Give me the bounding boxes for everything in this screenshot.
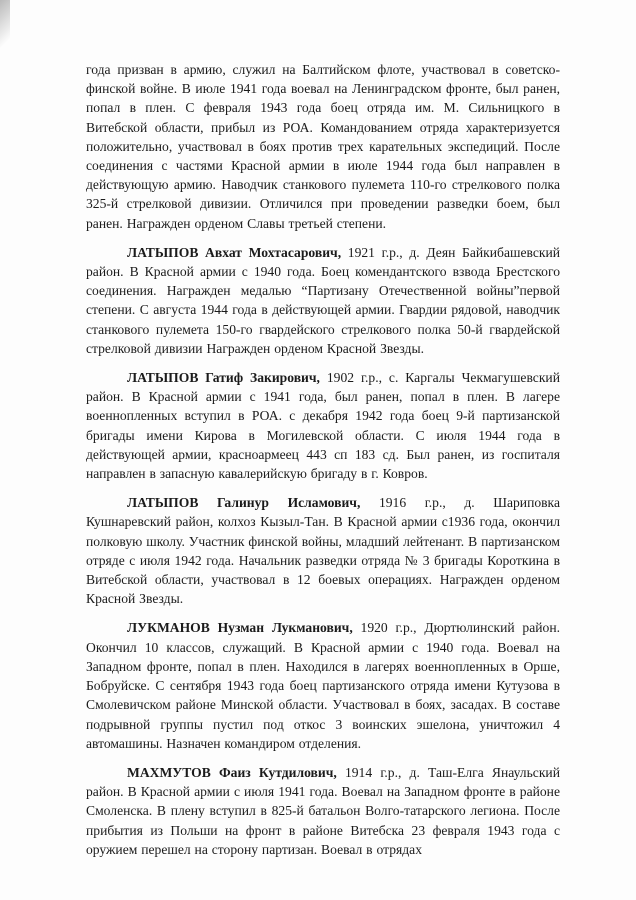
entry-makhmutov-faiz xyxy=(86,763,560,859)
entry-body: года призван в армию, служил на Балтийском флоте, участвовал в советско-финской войне. В июле 1941 года воевал на Ленинградском фронте, был ранен, попал в плен. С февраля 1943 года боец отряда им. М. Сильницкого в Витебской области, прибыл из РОА. Командованием отряда характеризуется положительно, участвовал в боях против трех карательных экспедиций. После соединения с частями Красной армии в июле 1944 года был направлен в действующую армию. Наводчик станкового пулемета 110-го стрелкового полка 325-й стрелковой дивизии. Отличился при проведении разведки боем, был ранен. Награжден орденом Славы третьей степени. xyxy=(86,62,560,231)
entry-name: ЛАТЫПОВ Авхат Мохтасарович, xyxy=(127,244,342,260)
scan-artifact xyxy=(0,0,10,60)
entry-body: 1920 г.р., Дюртюлинский район. Окончил 10 классов, служащий. В Красной армии с 1940 года. Воевал на Западном фронте, попал в плен. Находился в лагерях военнопленных в Орше, Бобруйске. С сентября 1943 года боец партизанского отряда имени Кутузова в Смолевичском районе Минской области. Участвовал в боях, засадах. В составе подрывной группы пустил под откос 3 воинских эшелона, уничтожил 4 автомашины. Назначен командиром отделения. xyxy=(86,620,561,751)
entry-body: 1914 г.р., д. Таш-Елга Янаульский район. В Красной армии с июля 1941 года. Воевал на Западном фронте в районе Смоленска. В плену вступил в 825-й батальон Волго-татарского легиона. После прибытия из Польши на фронт в районе Витебска 23 февраля 1943 года с оружием перешел на сторону партизан. Воевал в отрядах xyxy=(86,764,560,857)
entry-name: ЛАТЫПОВ Галинур Исламович, xyxy=(127,495,361,511)
entry-body: 1902 г.р., с. Каргалы Чекмагушевский район. В Красной армии с 1941 года, был ранен, попал в плен. В лагере военнопленных вступил в РОА. с декабря 1942 года боец 9-й партизанской бригады имени Кирова в Могилевской области. С июля 1944 года в действующей армии, красноармеец 443 сп 183 сд. Был ранен, из госпиталя направлен в запасную кавалерийскую бригаду в г. Ковров. xyxy=(86,370,560,482)
paragraph-continuation xyxy=(86,60,560,233)
entry-body: 1921 г.р., д. Деян Байкибашевский район. В Красной армии с 1940 года. Боец комендантского взвода Брестского соединения. Награжден медалью “Партизану Отечественной войны”первой степени. С августа 1944 года в действующей армии. Гвардии рядовой, наводчик станкового пулемета 150-го гвардейского стрелкового полка 50-й гвардейской стрелковой дивизии Награжден орденом Красной Звезды. xyxy=(86,244,561,356)
entry-latypov-gatif xyxy=(86,368,560,483)
entry-latypov-galinur xyxy=(86,493,560,608)
entry-lukmanov-nuzman xyxy=(86,618,560,752)
entry-name: ЛУКМАНОВ Нузман Лукманович, xyxy=(127,620,353,636)
entry-body: 1916 г.р., д. Шариповка Кушнаревский район, колхоз Кызыл-Тан. В Красной армии с1936 года, окончил полковую школу. Участник финской войны, младший лейтенант. В партизанском отряде с июля 1942 года. Начальник разведки отряда № 3 бригады Короткина в Витебской области, участвовал в 12 боевых операциях. Награжден орденом Красной Звезды. xyxy=(86,495,560,607)
entry-name: ЛАТЫПОВ Гатиф Закирович, xyxy=(127,370,320,386)
entry-name: МАХМУТОВ Фаиз Кутдилович, xyxy=(127,764,337,780)
entry-latypov-avkhat xyxy=(86,243,560,358)
